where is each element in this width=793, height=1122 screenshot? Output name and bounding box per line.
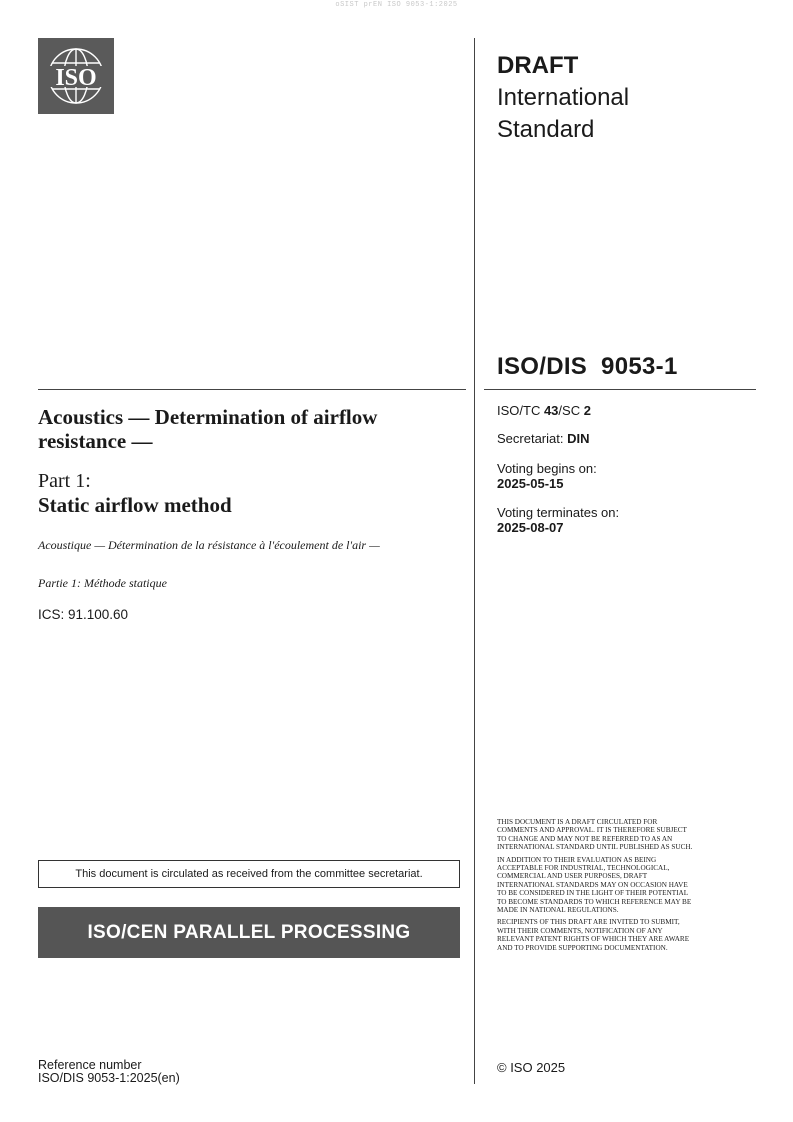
iso-logo — [38, 38, 114, 114]
reference-number-label: Reference number — [38, 1058, 142, 1072]
logo-text: ISO — [55, 65, 97, 91]
secretariat-value: DIN — [567, 431, 590, 446]
draft-label: DRAFT — [497, 52, 579, 79]
international-label: International — [497, 84, 630, 111]
copyright: © ISO 2025 — [497, 1060, 566, 1075]
circulated-notice-box: This document is circulated as received from the committee secretariat. — [38, 860, 460, 888]
secretariat-label: Secretariat: — [497, 431, 568, 446]
standard-label: Standard — [497, 116, 595, 143]
parallel-processing-banner: ISO/CEN PARALLEL PROCESSING — [38, 907, 460, 958]
vertical-divider — [474, 38, 475, 1084]
voting-begins — [497, 461, 597, 491]
horizontal-divider-right — [484, 389, 756, 390]
sc-number: 2 — [583, 403, 591, 418]
voting-terminates-label: Voting terminates on: — [497, 505, 620, 520]
ics-code: ICS: 91.100.60 — [38, 607, 129, 622]
tc-number: 43 — [543, 403, 559, 418]
iso-globe-logo-icon — [38, 38, 114, 114]
disclaimer-paragraph: THIS DOCUMENT IS A DRAFT CIRCULATED FOR COMMENTS AND APPROVAL. IT IS THEREFORE SUBJECT TO CHANGE AND MAY NOT BE REFERRED TO AS AN INTERNATIONAL STANDARD UNTIL PUBLISHED AS SUCH. — [497, 818, 693, 852]
voting-begins-date: 2025-05-15 — [497, 476, 564, 491]
voting-terminates — [497, 505, 619, 535]
horizontal-divider-left — [38, 389, 466, 390]
disclaimer-paragraph: IN ADDITION TO THEIR EVALUATION AS BEING ACCEPTABLE FOR INDUSTRIAL, TECHNOLOGICAL, COMMERCIAL AND USER PURPOSES, DRAFT INTERNATIONAL STANDARDS MAY ON OCCASION HAVE TO BE CONSIDERED IN THE LIGHT OF THEIR POTENTIAL TO BECOME STANDARDS TO WHICH REFERENCE MAY BE MADE IN NATIONAL REGULATIONS. — [497, 855, 692, 915]
french-title: Acoustique — Détermination de la résistance à l'écoulement de l'air — — [38, 538, 380, 552]
draft-international-standard-heading — [497, 50, 629, 146]
part-title: Static airflow method — [38, 493, 232, 517]
draft-disclaimer — [497, 818, 697, 956]
disclaimer-paragraph: RECIPIENTS OF THIS DRAFT ARE INVITED TO SUBMIT, WITH THEIR COMMENTS, NOTIFICATION OF ANY RELEVANT PATENT RIGHTS OF WHICH THEY ARE AWARE AND TO PROVIDE SUPPORTING DOCUMENTATION. — [497, 918, 690, 952]
main-title: Acoustics — Determination of airflow resistance — — [38, 405, 378, 453]
part-label: Part 1: — [38, 470, 91, 492]
watermark: oSIST prEN ISO 9053-1:2025 — [335, 1, 458, 9]
sc-prefix: /SC — [558, 403, 584, 418]
reference-number-value: ISO/DIS 9053-1:2025(en) — [38, 1071, 180, 1085]
voting-begins-label: Voting begins on: — [497, 461, 597, 476]
french-part-title: Partie 1: Méthode statique — [38, 576, 167, 590]
voting-terminates-date: 2025-08-07 — [497, 520, 564, 535]
secretariat — [497, 431, 589, 446]
tc-prefix: ISO/TC — [497, 403, 544, 418]
technical-committee — [497, 403, 591, 418]
document-id: ISO/DIS 9053-1 — [497, 353, 678, 380]
